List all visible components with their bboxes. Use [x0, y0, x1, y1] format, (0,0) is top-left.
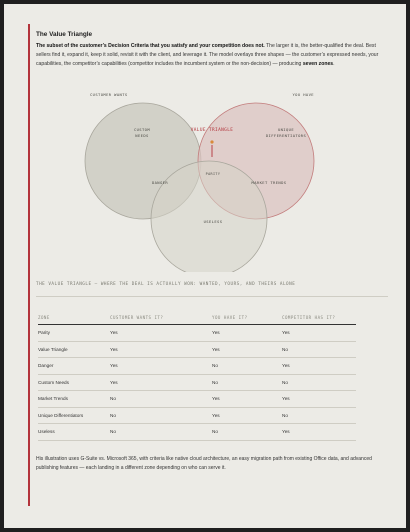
accent-rule — [28, 24, 30, 506]
zone-useless: USELESS — [203, 218, 223, 224]
cell-zone: Danger — [38, 358, 110, 375]
col-you: YOU HAVE IT? — [212, 311, 282, 325]
table-row — [38, 391, 356, 408]
intro-text: The larger it is, the better-qualified the deal. Best sellers find it, expand it, keep it solid, revisit it with the client, and leverage it. The model overlays three shapes — the customer’s expressed needs, your capabilities, the competitor’s capabilities (competitor includes the incumbent system or the non-decision) — producing — [36, 43, 379, 68]
cell-competitor: Yes — [282, 325, 356, 342]
cell-zone: Parity — [38, 325, 110, 342]
content — [36, 28, 388, 473]
col-competitor: COMPETITOR HAS IT? — [282, 311, 356, 325]
cell-you: No — [212, 374, 282, 391]
table-row — [38, 358, 356, 375]
venn-svg — [36, 88, 388, 272]
table-header-row — [38, 311, 356, 325]
zone-parity: PARITY — [205, 171, 221, 176]
label-customer-wants: CUSTOMER WANTS — [90, 91, 128, 97]
zone-unique-2: DIFFERENTIATORS — [265, 132, 307, 138]
doc-title: The Value Triangle — [36, 31, 93, 38]
venn-diagram — [36, 88, 388, 272]
cell-customer: No — [110, 424, 212, 441]
cell-customer: No — [110, 407, 212, 424]
cell-zone: Unique Differentiators — [38, 407, 110, 424]
intro-bold: The subset of the customer’s Decision Criteria that you satisfy and your competition does not. — [36, 43, 265, 49]
table-row — [38, 374, 356, 391]
cell-you: Yes — [212, 341, 282, 358]
cell-competitor: No — [282, 407, 356, 424]
cell-customer: Yes — [110, 325, 212, 342]
cell-zone: Custom Needs — [38, 374, 110, 391]
zones-table — [38, 311, 356, 441]
intro-end: . — [333, 61, 335, 68]
label-you-have: YOU HAVE — [292, 91, 314, 97]
zone-custom-needs-2: NEEDS — [135, 132, 149, 138]
value-triangle-marker — [210, 140, 213, 143]
circle-competitor — [151, 161, 267, 272]
cell-competitor: Yes — [282, 391, 356, 408]
cell-you: Yes — [212, 407, 282, 424]
footer-paragraph: His illustration uses G-Suite vs. Microsoft 365, with criteria like native cloud architecture, an easy migration path from existing Office data, and advanced publishing features — each landing in a different zone depending on who can serve it. — [36, 455, 372, 471]
cell-competitor: Yes — [282, 358, 356, 375]
cell-customer: No — [110, 391, 212, 408]
cell-competitor: Yes — [282, 424, 356, 441]
zone-unique-1: UNIQUE — [277, 126, 295, 132]
cell-you: Yes — [212, 325, 282, 342]
cell-competitor: No — [282, 374, 356, 391]
cell-competitor: No — [282, 341, 356, 358]
zone-danger: DANGER — [151, 179, 169, 185]
zone-market-trends: MARKET TRENDS — [251, 179, 287, 185]
table-row — [38, 341, 356, 358]
cell-you: Yes — [212, 391, 282, 408]
cell-you: No — [212, 424, 282, 441]
zone-value-triangle: VALUE TRIANGLE — [190, 127, 234, 133]
intro-bold-zones: seven zones — [302, 61, 334, 68]
table-row — [38, 424, 356, 441]
table-row — [38, 407, 356, 424]
intro-paragraph — [36, 42, 388, 70]
zone-custom-needs-1: CUSTOM — [133, 126, 151, 132]
cell-customer: Yes — [110, 341, 212, 358]
cell-zone: Value Triangle — [38, 341, 110, 358]
col-customer: CUSTOMER WANTS IT? — [110, 311, 212, 325]
cell-zone: Market Trends — [38, 391, 110, 408]
cell-zone: Useless — [38, 424, 110, 441]
diagram-caption: THE VALUE TRIANGLE — WHERE THE DEAL IS ACTUALLY WON: WANTED, YOURS, AND THEIRS ALONE — [36, 282, 388, 297]
table-row — [38, 325, 356, 342]
cell-customer: Yes — [110, 358, 212, 375]
cell-you: No — [212, 358, 282, 375]
document-page — [4, 4, 406, 528]
col-zone: ZONE — [38, 311, 110, 325]
cell-customer: Yes — [110, 374, 212, 391]
